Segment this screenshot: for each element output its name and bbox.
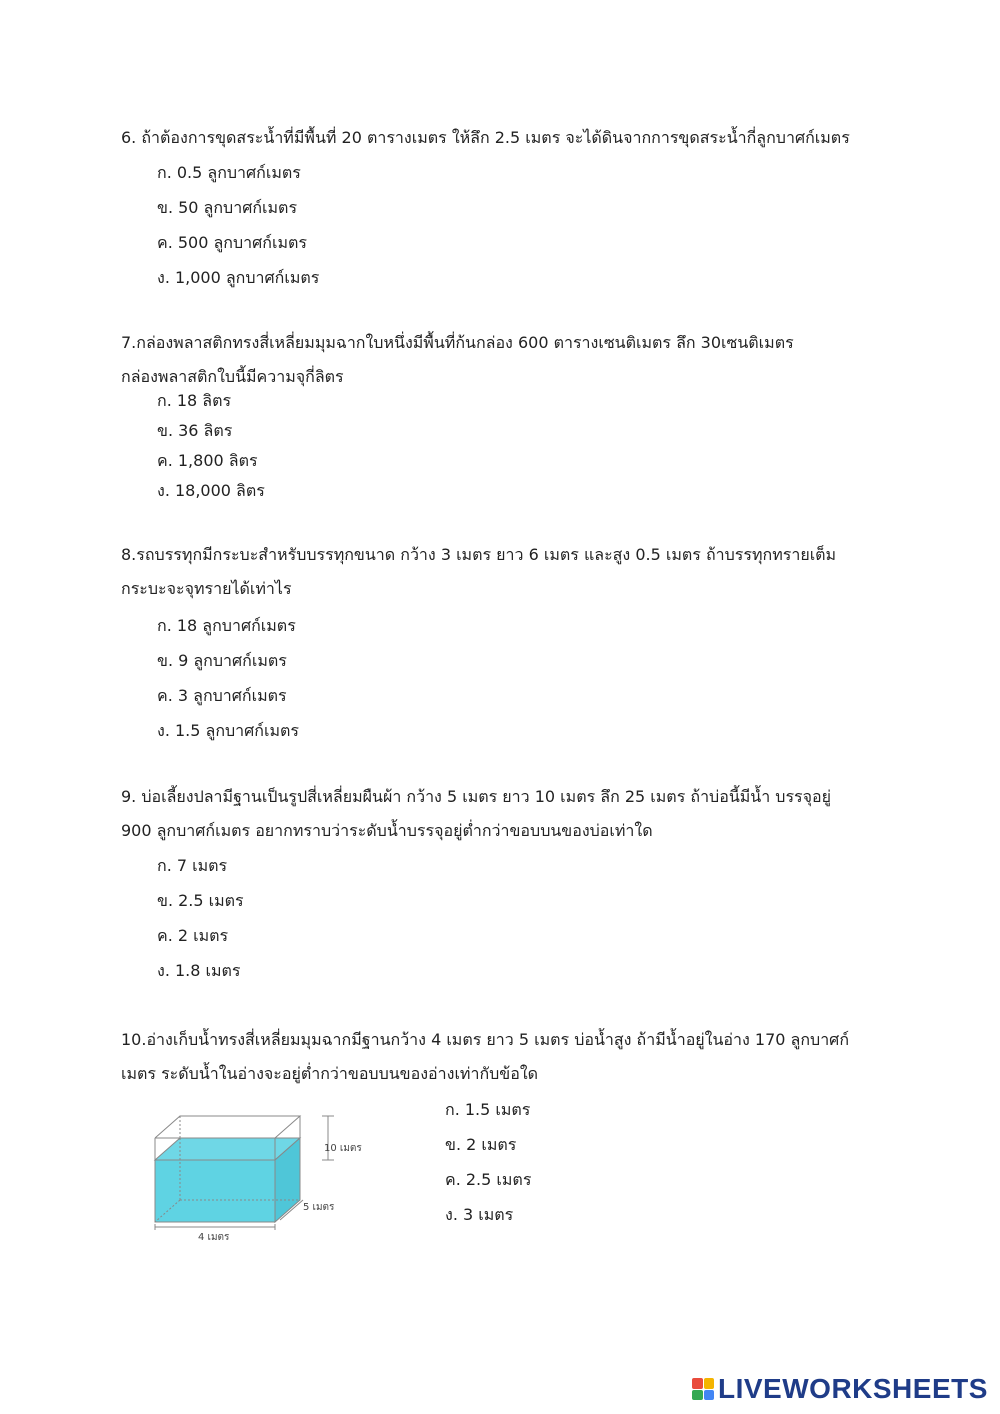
choice-ko[interactable]: ก. 0.5 ลูกบาศก์เมตร <box>157 163 301 182</box>
question-stem-line: เมตร ระดับน้ำในอ่างจะอยู่ต่ำกว่าขอบบนของอ่างเท่ากับข้อใด <box>121 1064 539 1083</box>
question-7-choices <box>157 386 265 506</box>
logo-mark-icon <box>692 1378 714 1400</box>
choice-kho-khwai[interactable]: ค. 2 เมตร <box>157 926 229 945</box>
question-stem-line: กระบะจะจุทรายได้เท่าไร <box>121 579 292 598</box>
question-stem-line: กล่องพลาสติกใบนี้มีความจุกี่ลิตร <box>121 367 344 386</box>
choice-kho-khwai[interactable]: ค. 500 ลูกบาศก์เมตร <box>157 233 307 252</box>
choice-ngo[interactable]: ง. 18,000 ลิตร <box>157 481 265 500</box>
choice-ngo[interactable]: ง. 1,000 ลูกบาศก์เมตร <box>157 268 320 287</box>
height-label: 10 เมตร <box>324 1143 362 1154</box>
logo-text: LIVEWORKSHEETS <box>718 1373 988 1404</box>
choice-ngo[interactable]: ง. 1.5 ลูกบาศก์เมตร <box>157 721 299 740</box>
question-stem-line: 8.รถบรรทุกมีกระบะสำหรับบรรทุกขนาด กว้าง 3 เมตร ยาว 6 เมตร และสูง 0.5 เมตร ถ้าบรรทุกทรายเต็ม <box>121 545 837 564</box>
choice-kho-khwai[interactable]: ค. 2.5 เมตร <box>445 1170 532 1189</box>
choice-kho[interactable]: ข. 9 ลูกบาศก์เมตร <box>157 651 287 670</box>
question-6-stem <box>121 120 881 155</box>
question-6-choices <box>157 155 319 295</box>
choice-kho-khwai[interactable]: ค. 3 ลูกบาศก์เมตร <box>157 686 287 705</box>
question-stem-line: 10.อ่างเก็บน้ำทรงสี่เหลี่ยมมุมฉากมีฐานกว้าง 4 เมตร ยาว 5 เมตร บ่อน้ำสูง ถ้ามีน้ำอยู่ในอ่าง 170 ลูกบาศก์ <box>121 1030 850 1049</box>
liveworksheets-logo <box>692 1372 988 1406</box>
question-stem-line: 900 ลูกบาศก์เมตร อยากทราบว่าระดับน้ำบรรจุอยู่ต่ำกว่าขอบบนของบ่อเท่าใด <box>121 821 653 840</box>
question-7-stem <box>121 326 881 394</box>
question-8-choices <box>157 608 299 748</box>
depth-label: 5 เมตร <box>303 1202 335 1213</box>
water-front-face <box>155 1160 275 1222</box>
choice-ngo[interactable]: ง. 3 เมตร <box>445 1205 514 1224</box>
choice-ko[interactable]: ก. 18 ลิตร <box>157 391 232 410</box>
choice-ngo[interactable]: ง. 1.8 เมตร <box>157 961 241 980</box>
question-10-choices <box>445 1092 531 1232</box>
question-9-choices <box>157 848 244 988</box>
question-stem-line: 6. ถ้าต้องการขุดสระน้ำที่มีพื้นที่ 20 ตารางเมตร ให้ลึก 2.5 เมตร จะได้ดินจากการขุดสระน้ำกี่ลูกบาศก์เมตร <box>121 128 850 147</box>
choice-ko[interactable]: ก. 18 ลูกบาศก์เมตร <box>157 616 296 635</box>
question-10-stem <box>121 1023 881 1091</box>
choice-kho[interactable]: ข. 2.5 เมตร <box>157 891 244 910</box>
choice-ko[interactable]: ก. 1.5 เมตร <box>445 1100 531 1119</box>
box-top-edges <box>155 1116 300 1138</box>
width-label: 4 เมตร <box>198 1232 230 1243</box>
choice-kho[interactable]: ข. 50 ลูกบาศก์เมตร <box>157 198 298 217</box>
choice-ko[interactable]: ก. 7 เมตร <box>157 856 228 875</box>
choice-kho[interactable]: ข. 36 ลิตร <box>157 421 233 440</box>
question-stem-line: 9. บ่อเลี้ยงปลามีฐานเป็นรูปสี่เหลี่ยมผืนผ้า กว้าง 5 เมตร ยาว 10 เมตร ลึก 25 เมตร ถ้าบ่อนี้มีน้ำ บรรจุอยู่ <box>121 787 832 806</box>
question-8-stem <box>121 538 881 606</box>
choice-kho[interactable]: ข. 2 เมตร <box>445 1135 517 1154</box>
question-stem-line: 7.กล่องพลาสติกทรงสี่เหลี่ยมมุมฉากใบหนึ่งมีพื้นที่ก้นกล่อง 600 ตารางเซนติเมตร ลึก 30เซนติเมตร <box>121 333 794 352</box>
question-9-stem <box>121 780 881 848</box>
choice-kho-khwai[interactable]: ค. 1,800 ลิตร <box>157 451 258 470</box>
water-tank-diagram <box>150 1100 380 1250</box>
